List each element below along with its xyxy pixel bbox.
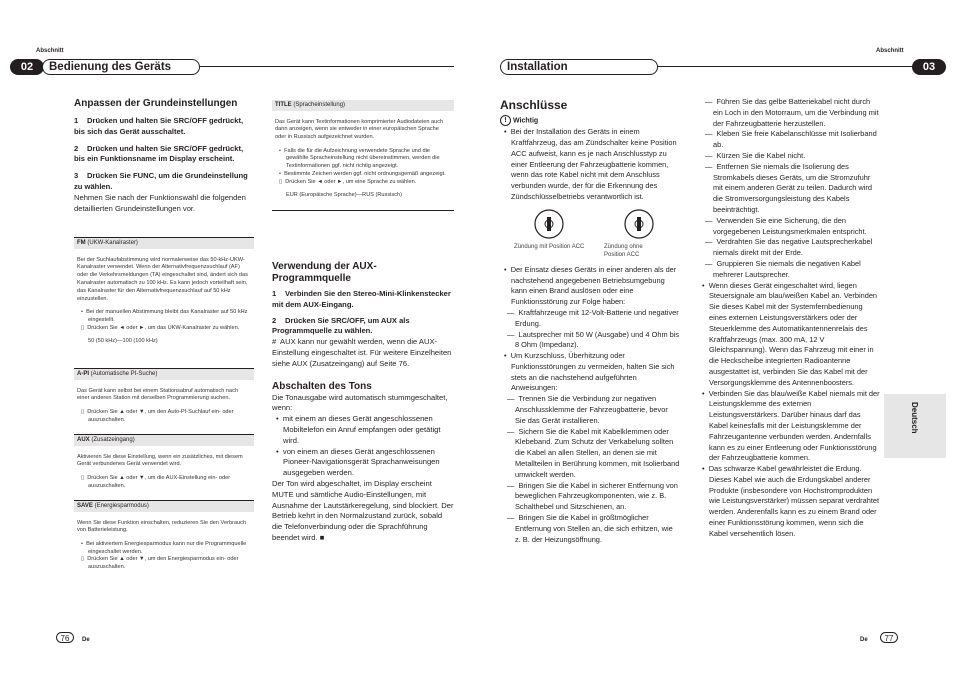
- aux-step-1: 1 Verbinden Sie den Stereo-Mini-Klinkenstecker mit dem AUX-Eingang.: [272, 289, 451, 309]
- api-header: A-PI (Automatische PI-Suche): [74, 369, 254, 380]
- page-number-left: 76: [56, 632, 74, 643]
- page-lang-left: De: [82, 637, 90, 643]
- save-description: Wenn Sie diese Funktion einschalten, reduzieren Sie den Verbrauch von Batterieleistung.: [77, 519, 247, 534]
- section-title-left: Bedienung des Geräts: [42, 59, 200, 75]
- mute-bullet-2: • von einem an dieses Gerät angeschlossenen Pioneer-Navigationsgerät Sprachanweisungen ausgegeben werden.: [276, 446, 440, 478]
- page-lang-right: De: [860, 637, 868, 643]
- aux-instruction: ▯ Drücken Sie ▲ oder ▼, um die AUX-Einstellung ein- oder auszuschalten.: [81, 474, 231, 489]
- important-label: ! Wichtig: [500, 115, 680, 127]
- title-setting-box: [272, 100, 454, 211]
- section-label-right: Abschnitt: [876, 48, 904, 54]
- page-number-right: 77: [880, 632, 898, 643]
- ignition-no-acc-caption: Zündung ohne Position ACC: [604, 243, 643, 258]
- left-column-2: [272, 261, 454, 544]
- ignition-figures: [514, 203, 680, 265]
- aux-note: # AUX kann nur gewählt werden, wenn die AUX-Einstellung eingeschaltet ist. Für weitere Einzelheiten siehe AUX (Zusatzeingang) auf Seite 76.: [272, 337, 452, 368]
- fm-note: • Bei der manuellen Abstimmung bleibt das Kanalraster auf 50 kHz eingestellt.: [81, 308, 248, 323]
- mute-text-2: Der Ton wird abgeschaltet, im Display erscheint MUTE und sämtliche Audio-Einstellungen, mit Ausnahme der Lautstärkeregelung, sind blockiert. Der Betrieb kehrt in den Normalzustand zurück, sobald die Telefonverbindung oder die Sprachführung beendet wird. ■: [272, 478, 454, 542]
- wire-dash-7: — Gruppieren Sie niemals die negativen Kabel mehrerer Lautsprecher.: [705, 258, 861, 279]
- wire-dash-2: — Kleben Sie freie Kabelanschlüsse mit Isolierband ab.: [705, 129, 877, 150]
- aux-description: Aktivieren Sie diese Einstellung, wenn ein zusätzliches, mit diesem Gerät verbundenes Gerät verwendet wird.: [77, 453, 243, 468]
- right-column-2: [698, 97, 880, 540]
- title-note-1: • Falls die für die Aufzeichnung verwendete Sprache und die gewählte Spracheinstellung nicht übereinstimmen, werden die Textinformationen ggf. nicht richtig angezeigt.: [279, 147, 440, 170]
- right-column-1: [500, 98, 680, 545]
- title-header: TITLE (Spracheinstellung): [272, 100, 454, 111]
- title-options: EUR (Europäische Sprache)—RUS (Russisch): [286, 192, 402, 199]
- step-3: 3 Drücken Sie FUNC, um die Grundeinstellung zu wählen.: [74, 171, 248, 191]
- wire-dash-3: — Kürzen Sie die Kabel nicht.: [705, 150, 806, 160]
- important-bullet-1: • Bei der Installation des Geräts in einem Kraftfahrzeug, das am Zündschalter keine Position ACC aufweist, kann es je nach Anschlusstyp zu einer Entleerung der Fahrzeugbatterie kommen, wenn das rote Kabel nicht mit dem Anschluss verbunden wurde, der für die Erkennung des Zündschlüsselbetriebs verantwortlich ist.: [504, 127, 677, 201]
- fm-setting-box: [74, 237, 254, 355]
- connections-heading: Anschlüsse: [500, 98, 568, 112]
- aux-header: AUX (Zusatzeingang): [74, 435, 254, 446]
- instr-dash-1: — Trennen Sie die Verbindung zur negativen Anschlussklemme der Fahrzeugbatterie, bevor Sie das Gerät installieren.: [507, 394, 668, 425]
- wire-dash-4: — Entfernen Sie niemals die Isolierung des Stromkabels dieses Geräts, um die Stromzufuhr mit einem anderen Gerät zu teilen. Dadurch wird die Stromversorgungsleistung des Kabels beeinträchtigt.: [705, 161, 872, 214]
- important-bullet-2: • Der Einsatz dieses Geräts in einer anderen als der nachstehend angegebenen Betriebsumgebung kann einen Brand auslösen oder eine Funktionsstörung zur Folge haben:: [504, 264, 677, 307]
- save-instruction: ▯ Drücken Sie ▲ oder ▼, um den Energiesparmodus ein- oder auszuschalten.: [81, 556, 239, 571]
- section-title-right: Installation: [500, 59, 658, 75]
- wire-bullet-2: • Verbinden Sie das blau/weiße Kabel niemals mit der Leistungsklemme des externen Leistungsverstärkers. Darüber hinaus darf das Kabel keinesfalls mit der Leistungsklemme der Fahrzeugantenne verbunden werden. Andernfalls kann es zu einer Entleerung oder Funktionsstörung der Fahrzeugbatterie kommen.: [702, 388, 880, 463]
- wire-dash-6: — Verdrahten Sie das negative Lautsprecherkabel niemals direkt mit der Erde.: [705, 237, 873, 258]
- instr-dash-3: — Bringen Sie die Kabel in sicherer Entfernung von beweglichen Fahrzeugkomponenten, wie z. B. Schalthebel und Sitzschienen, an.: [507, 480, 678, 512]
- fm-description: Bei der Suchlaufabstimmung wird normalerweise das 50-kHz-UKW-Kanalraster verwendet. Wenn der Alternativfrequenzsuchlauf (AF) oder die Verkehrsmeldungen (TA) eingeschaltet sind, ändert sich das Kanalraster automatisch zu 100 kHz. Es kann jedoch vorteilhaft sein, das Kanalraster für den Alternativfrequenzsuchlauf auf 50 kHz einzustellen.: [77, 256, 248, 302]
- wire-bullet-3: • Das schwarze Kabel gewährleistet die Erdung. Dieses Kabel wie auch die Erdungskabel anderer Produkte (insbesondere von Hochstromprodukten wie Leistungsverstärker) müssen separat verdrahtet werden. Anderenfalls kann es zu einem Brand oder einer Funktionsstörung kommen, wenn sich die Kabel versehentlich lösen.: [702, 464, 880, 538]
- left-column-1: [74, 98, 254, 214]
- fm-instruction: ▯ Drücken Sie ◄ oder ►, um das UKW-Kanalraster zu wählen.: [81, 324, 240, 331]
- step-3-text: Nehmen Sie nach der Funktionswahl die folgenden detaillierten Grundeinstellungen vor.: [74, 192, 246, 213]
- instr-dash-2: — Sichern Sie die Kabel mit Kabelklemmen oder Klebeband. Zum Schutz der Verkabelung sollten die Kabel an allen Stellen, an denen sie mit Metallteilen in Berührung kommen, mit Isolierband umwickelt werden.: [507, 426, 680, 479]
- env-dash-1: — Kraftfahrzeuge mit 12-Volt-Batterie und negativer Erdung.: [507, 307, 679, 328]
- ignition-no-acc-icon: [616, 209, 662, 239]
- ignition-acc-caption: Zündung mit Position ACC: [514, 243, 585, 250]
- api-instruction: ▯ Drücken Sie ▲ oder ▼, um den Auto-PI-Suchlauf ein- oder auszuschalten.: [81, 408, 234, 423]
- aux-step-2: 2 Drücken Sie SRC/OFF, um AUX als Programmquelle zu wählen.: [272, 315, 410, 336]
- step-2: 2 Drücken und halten Sie SRC/OFF gedrückt, bis ein Funktionsname im Display erscheint.: [74, 143, 244, 164]
- env-dash-2: — Lautsprecher mit 50 W (Ausgabe) und 4 Ohm bis 8 Ohm (Impedanz).: [507, 329, 680, 350]
- api-setting-box: [74, 368, 254, 428]
- step-1: 1 Drücken und halten Sie SRC/OFF gedrückt, bis sich das Gerät ausschaltet.: [74, 116, 244, 136]
- aux-setting-box: [74, 434, 254, 494]
- section-number-right: 03: [912, 59, 946, 75]
- basic-settings-heading: Anpassen der Grundeinstellungen: [74, 98, 238, 109]
- save-setting-box: [74, 500, 254, 576]
- mute-text: Die Tonausgabe wird automatisch stummgeschaltet, wenn:: [272, 392, 448, 413]
- section-bar-left: [10, 59, 454, 75]
- section-number-left: 02: [10, 59, 44, 75]
- instr-dash-4: — Bringen Sie die Kabel in größtmöglicher Entfernung von Stellen an, die sich erhitzen, wie z. B. der Heizungsöffnung.: [507, 513, 673, 544]
- section-label-left: Abschnitt: [36, 48, 64, 54]
- fm-options: 50 (50 kHz)—100 (100 kHz): [88, 337, 158, 344]
- ignition-acc-icon: [526, 209, 572, 239]
- section-bar-right: [500, 59, 946, 75]
- aux-source-heading: Verwendung der AUX-Programmquelle: [272, 261, 377, 284]
- wire-bullet-1: • Wenn dieses Gerät eingeschaltet wird, liegen Steuersignale am blau/weißen Kabel an. Verbinden Sie dieses Kabel mit der Systemfernbedienung eines externen Leistungsverstärkers oder der Steuerklemme des Automatikantennenrelais des Kraftfahrzeugs (max. 300 mA, 12 V Gleichspannung). Wenn das Fahrzeug mit einer in die Heckscheibe integrierten Radioantenne ausgestattet ist, verbinden Sie das Kabel mit der Versorgungsklemme des Antennenboosters.: [702, 280, 878, 387]
- save-note: • Bei aktiviertem Energiesparmodus kann nur die Programmquelle eingeschaltet werden.: [81, 540, 247, 555]
- title-description: Das Gerät kann Textinformationen komprimierter Audiodateien auch dann anzeigen, wenn sie entweder in einer europäischen Sprache oder in Russisch aufgezeichnet wurden.: [275, 118, 444, 141]
- mute-bullet-1: • mit einem an dieses Gerät angeschlossenen Mobiltelefon ein Anruf empfangen oder getätigt wird.: [276, 414, 441, 445]
- title-note-2: • Bestimmte Zeichen werden ggf. nicht ordnungsgemäß angezeigt.: [279, 170, 446, 177]
- fm-header: FM (UKW-Kanalraster): [74, 238, 254, 249]
- important-bullet-3: • Um Kurzschluss, Überhitzung oder Funktionsstörungen zu vermeiden, halten Sie sich stets an die nachstehend aufgeführten Anweisungen:: [504, 351, 675, 393]
- save-header: SAVE (Energiesparmodus): [74, 501, 254, 512]
- language-side-tab: Deutsch: [884, 394, 946, 458]
- mute-heading: Abschalten des Tons: [272, 380, 372, 392]
- wire-dash-5: — Verwenden Sie eine Sicherung, die den vorgegebenen Leistungsmerkmalen entspricht.: [705, 215, 867, 236]
- api-description: Das Gerät kann selbst bei einem Stationsabruf automatisch nach einer anderen Station mit derselben Programmierung suchen.: [77, 387, 239, 402]
- warning-icon: !: [500, 115, 511, 126]
- title-instruction: ▯ Drücken Sie ◄ oder ►, um eine Sprache zu wählen.: [279, 178, 417, 185]
- wire-dash-1: — Führen Sie das gelbe Batteriekabel nicht durch ein Loch in den Motorraum, um die Verbindung mit der Fahrzeugbatterie herzustellen.: [705, 97, 879, 128]
